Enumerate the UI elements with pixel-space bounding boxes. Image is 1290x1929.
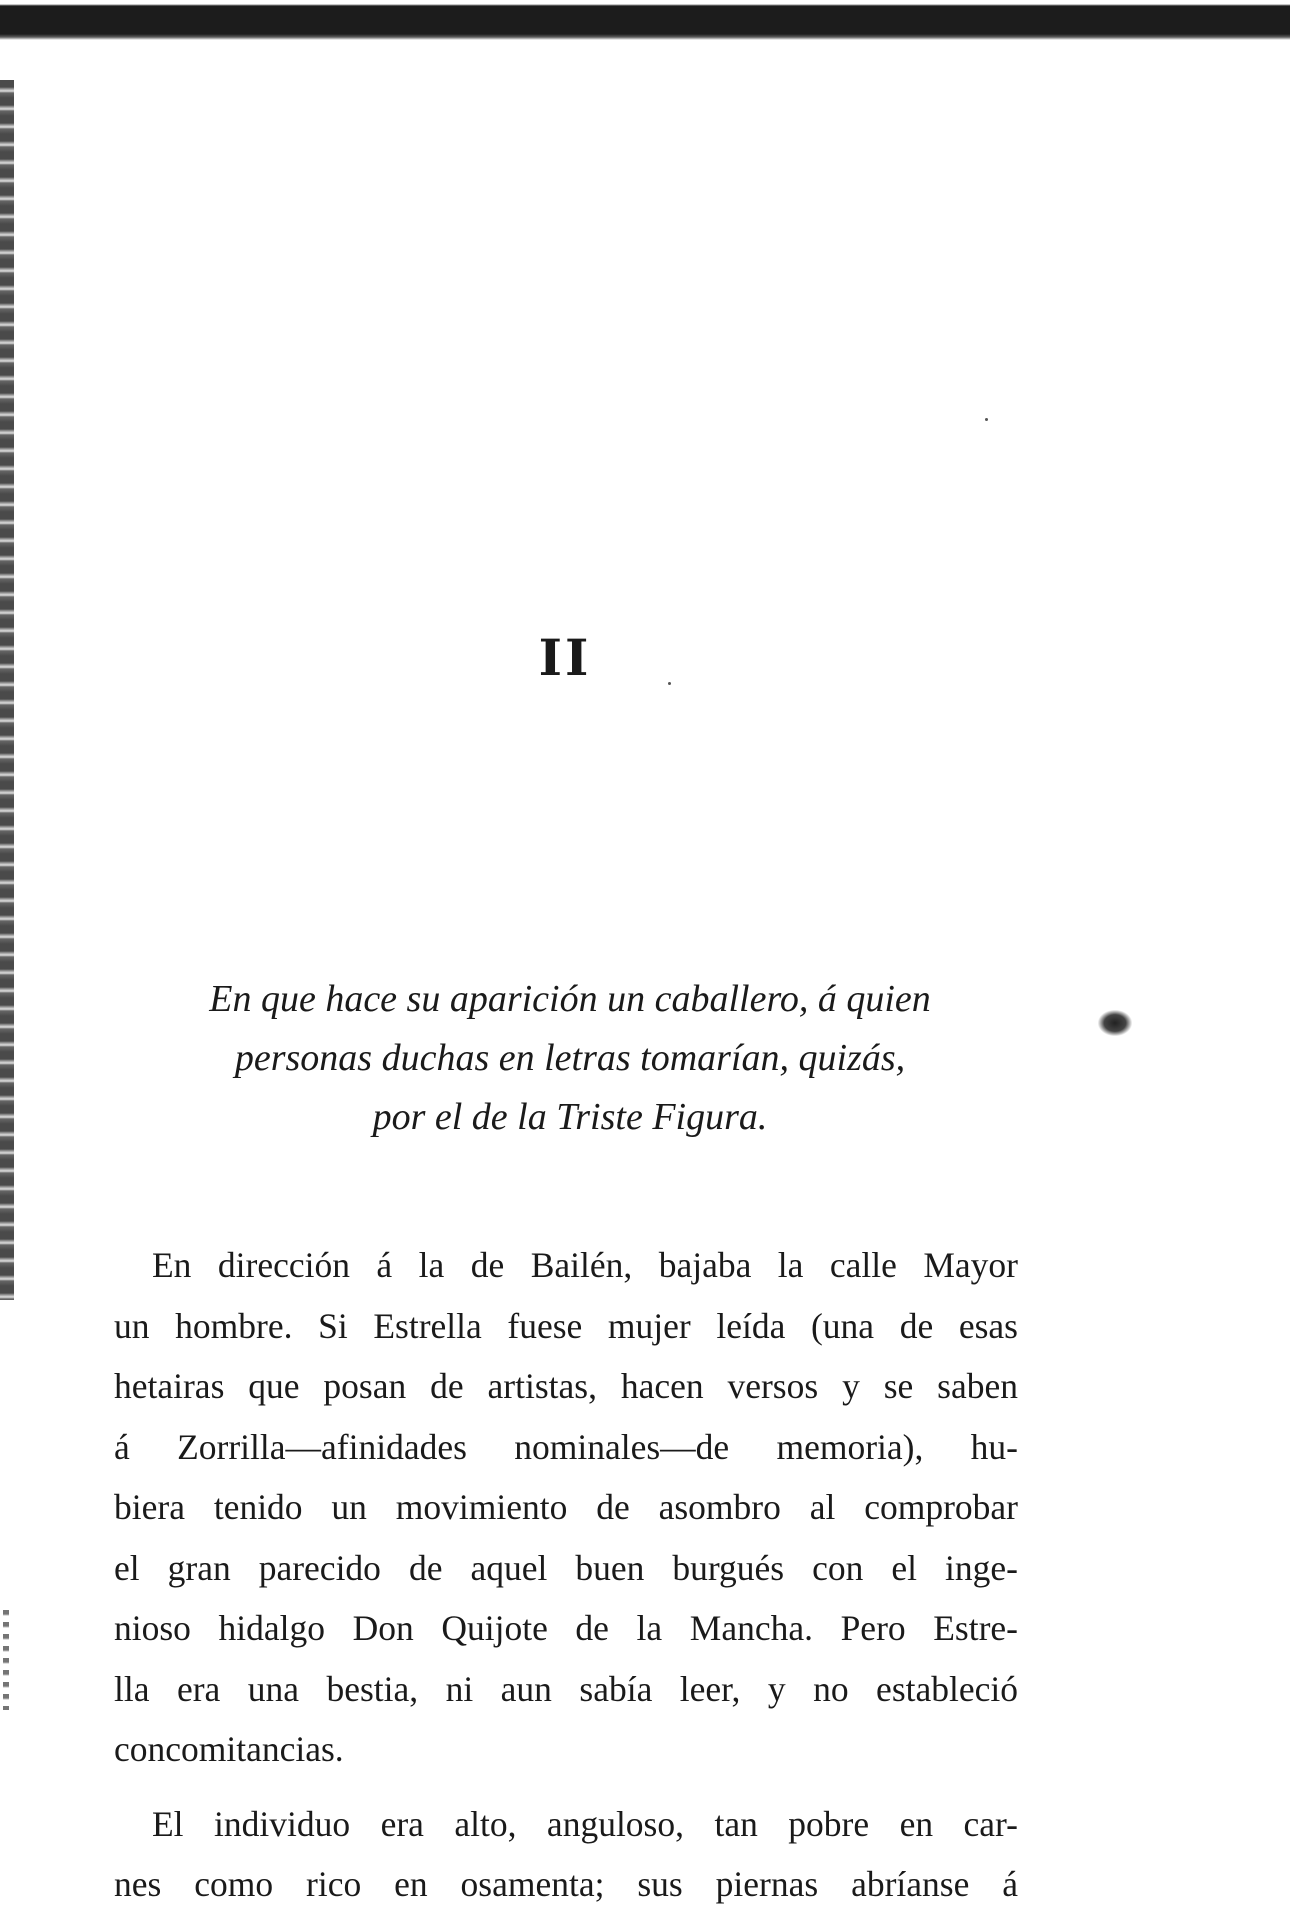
scan-top-edge bbox=[0, 0, 1290, 40]
paragraph bbox=[114, 1794, 1018, 1915]
text-line: nes como rico en osamenta; sus piernas abríanse á bbox=[114, 1864, 1018, 1904]
text-line: El individuo era alto, anguloso, tan pobre en car- bbox=[152, 1803, 1018, 1844]
body-text bbox=[114, 1235, 1018, 1929]
paragraph bbox=[114, 1235, 1018, 1780]
text-line: lla era una bestia, ni aun sabía leer, y no estableció bbox=[114, 1668, 1018, 1709]
text-line: un hombre. Si Estrella fuese mujer leída (una de esas bbox=[114, 1305, 1018, 1346]
summary-line: por el de la Triste Figura. bbox=[372, 1096, 768, 1138]
scan-left-edge-lower bbox=[3, 1610, 9, 1710]
text-line: hetairas que posan de artistas, hacen versos y se saben bbox=[114, 1366, 1018, 1406]
text-line: biera tenido un movimiento de asombro al comprobar bbox=[114, 1487, 1018, 1527]
text-line: el gran parecido de aquel buen burgués con el inge- bbox=[114, 1547, 1018, 1588]
chapter-summary bbox=[110, 970, 1030, 1147]
summary-line: En que hace su aparición un caballero, á quien bbox=[209, 978, 931, 1020]
text-line: nioso hidalgo Don Quijote de la Mancha. Pero Estre- bbox=[114, 1608, 1018, 1648]
scan-speck bbox=[985, 418, 988, 421]
ink-blot bbox=[1098, 1010, 1132, 1036]
text-line: á Zorrilla—afinidades nominales—de memoria), hu- bbox=[114, 1426, 1018, 1467]
summary-line: personas duchas en letras tomarían, quizás, bbox=[234, 1037, 906, 1079]
chapter-number: II bbox=[538, 628, 592, 687]
text-line: concomitancias. bbox=[114, 1729, 344, 1769]
scan-left-edge bbox=[0, 80, 14, 1300]
text-line: En dirección á la de Bailén, bajaba la calle Mayor bbox=[152, 1245, 1018, 1285]
